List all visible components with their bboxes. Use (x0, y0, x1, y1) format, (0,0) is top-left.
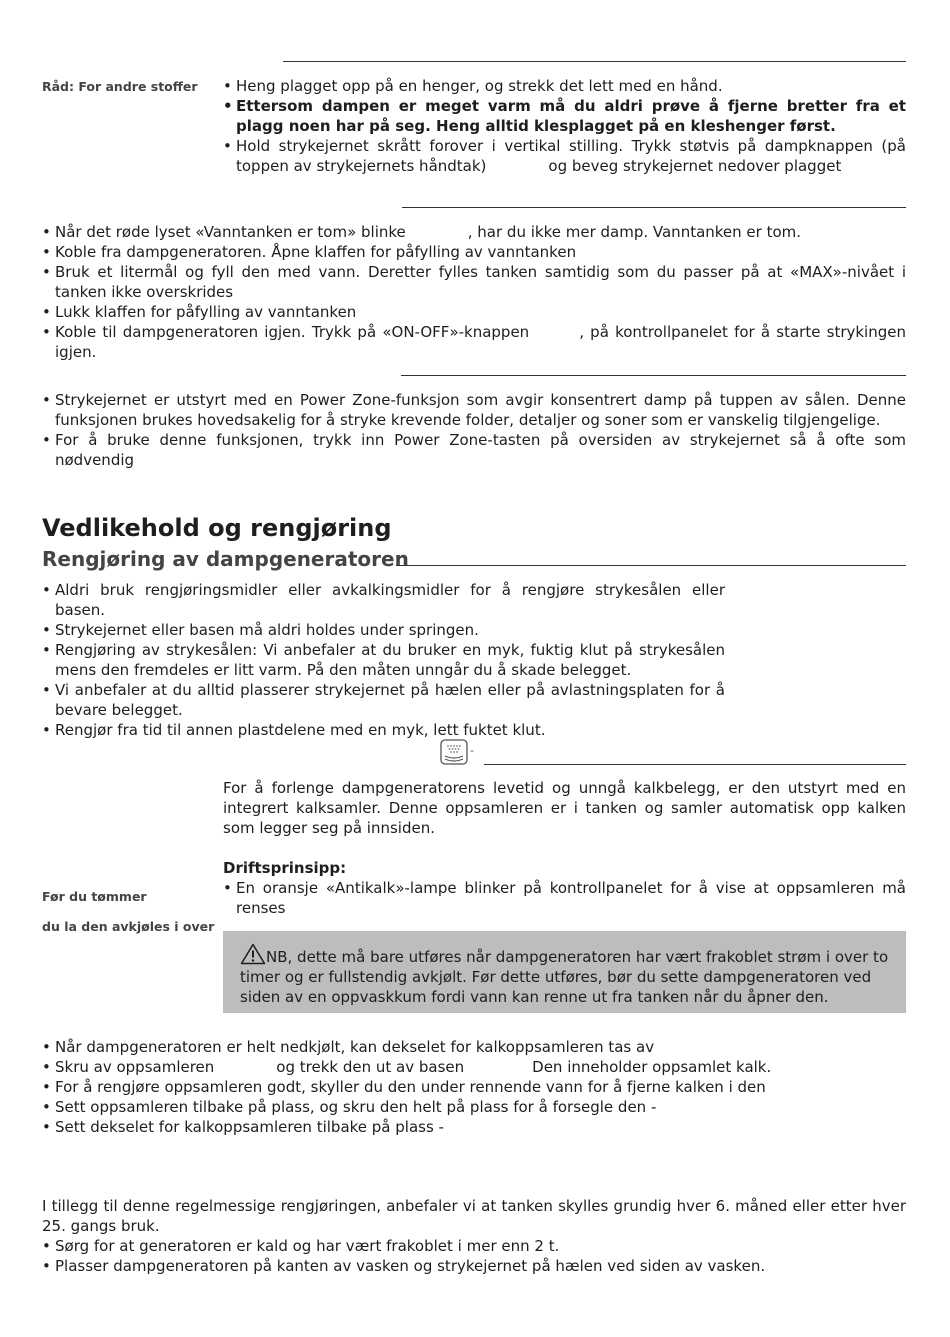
list-item: • Hold strykejernet skrått forover i vertikal stilling. Trykk støtvis på dampknappen (på toppen av strykejernets håndtak) og beveg strykejernet nedover plagget (223, 136, 906, 176)
list-item: • Vi anbefaler at du alltid plasserer strykejernet på hælen eller på avlastningsplaten for å bevare belegget. (42, 680, 725, 720)
side-label-other-fabrics: Råd: For andre stoffer (42, 79, 198, 94)
list-item: • Rengjør fra tid til annen plastdelene med en myk, lett fuktet klut. (42, 720, 725, 740)
list-collector-steps (42, 1037, 906, 1137)
list-tank-rinse (42, 1236, 906, 1276)
list-principle (223, 878, 906, 918)
list-item: • Strykejernet er utstyrt med en Power Zone-funksjon som avgir konsentrert damp på tuppen av sålen. Denne funksjonen brukes hovedsakelig for å stryke krevende folder, detaljer og soner som er vanskelig tilgjengelige. (42, 390, 906, 430)
list-item: • Heng plagget opp på en henger, og strekk det lett med en hånd. (223, 76, 906, 96)
list-item: • Sett oppsamleren tilbake på plass, og skru den helt på plass for å forsegle den - (42, 1097, 906, 1117)
list-item: • Rengjøring av strykesålen: Vi anbefaler at du bruker en myk, fuktig klut på strykesålen mens den fremdeles er litt varm. På den måten unngår du å skade belegget. (42, 640, 725, 680)
section-rule-1 (283, 61, 906, 62)
list-refill-tank (42, 222, 906, 362)
list-item: • Lukk klaffen for påfylling av vanntanken (42, 302, 906, 322)
list-item: • For å bruke denne funksjonen, trykk inn Power Zone-tasten på oversiden av strykejernet så å ofte som nødvendig (42, 430, 906, 470)
list-item: • Bruk et litermål og fyll den med vann. Deretter fylles tanken samtidig som du passer på at «MAX»-nivået i tanken ikke overskrides (42, 262, 906, 302)
list-item: • Aldri bruk rengjøringsmidler eller avkalkingsmidler for å rengjøre strykesålen eller basen. (42, 580, 725, 620)
list-power-zone (42, 390, 906, 470)
list-item: • Når dampgeneratoren er helt nedkjølt, kan dekselet for kalkoppsamleren tas av (42, 1037, 906, 1057)
side-label-cool-down: du la den avkjøles i over (42, 919, 215, 934)
list-other-fabrics (223, 76, 906, 176)
scale-collector-icon (440, 739, 468, 765)
list-item: • Plasser dampgeneratoren på kanten av vasken og strykejernet på hælen ved siden av vasken. (42, 1256, 906, 1276)
list-item: • Sørg for at generatoren er kald og har vært frakoblet i mer enn 2 t. (42, 1236, 906, 1256)
list-item: • For å rengjøre oppsamleren godt, skyller du den under rennende vann for å fjerne kalken i den (42, 1077, 906, 1097)
section-subtitle: Rengjøring av dampgeneratoren (42, 547, 409, 571)
side-label-before-empty: Før du tømmer (42, 889, 147, 904)
section-rule-3 (401, 375, 906, 376)
section-rule-4 (396, 565, 906, 566)
list-item: • Skru av oppsamleren og trekk den ut av basen Den inneholder oppsamlet kalk. (42, 1057, 906, 1077)
list-item: • Koble fra dampgeneratoren. Åpne klaffen for påfylling av vanntanken (42, 242, 906, 262)
list-item: • Ettersom dampen er meget varm må du aldri prøve å fjerne bretter fra et plagg noen har på seg. Heng alltid klesplagget på en kleshenger først. (223, 96, 906, 136)
collector-intro: For å forlenge dampgeneratorens levetid og unngå kalkbelegg, er den utstyrt med en integrert kalksamler. Denne oppsamleren er i tanken og samler automatisk opp kalken som legger seg på innsiden. (223, 779, 906, 837)
list-item: • Strykejernet eller basen må aldri holdes under springen. (42, 620, 725, 640)
tank-intro: I tillegg til denne regelmessige rengjøringen, anbefaler vi at tanken skylles grundig hver 6. måned eller etter hver 25. gangs bruk. (42, 1197, 906, 1235)
list-item: • Koble til dampgeneratoren igjen. Trykk på «ON-OFF»-knappen , på kontrollpanelet for å starte strykingen igjen. (42, 322, 906, 362)
list-item: • Når det røde lyset «Vanntanken er tom» blinke , har du ikke mer damp. Vanntanken er tom. (42, 222, 906, 242)
list-maintenance (42, 580, 725, 740)
page-title: Vedlikehold og rengjøring (42, 514, 392, 542)
warning-box (223, 931, 906, 1013)
list-item: • En oransje «Antikalk»-lampe blinker på kontrollpanelet for å vise at oppsamleren må renses (223, 878, 906, 918)
warning-icon (240, 943, 266, 963)
principle-title: Driftsprinsipp: (223, 859, 347, 877)
list-item: • Sett dekselet for kalkoppsamleren tilbake på plass - (42, 1117, 906, 1137)
icon-suffix: - (470, 744, 474, 757)
warning-text: NB, dette må bare utføres når dampgeneratoren har vært frakoblet strøm i over to timer og er fullstendig avkjølt. Før dette utføres, bør du sette dampgeneratoren ved siden av en oppvaskkum fordi vann kan renne ut fra tanken når du åpner den. (240, 948, 889, 1006)
section-rule-5 (484, 764, 906, 765)
section-rule-2 (402, 207, 906, 208)
